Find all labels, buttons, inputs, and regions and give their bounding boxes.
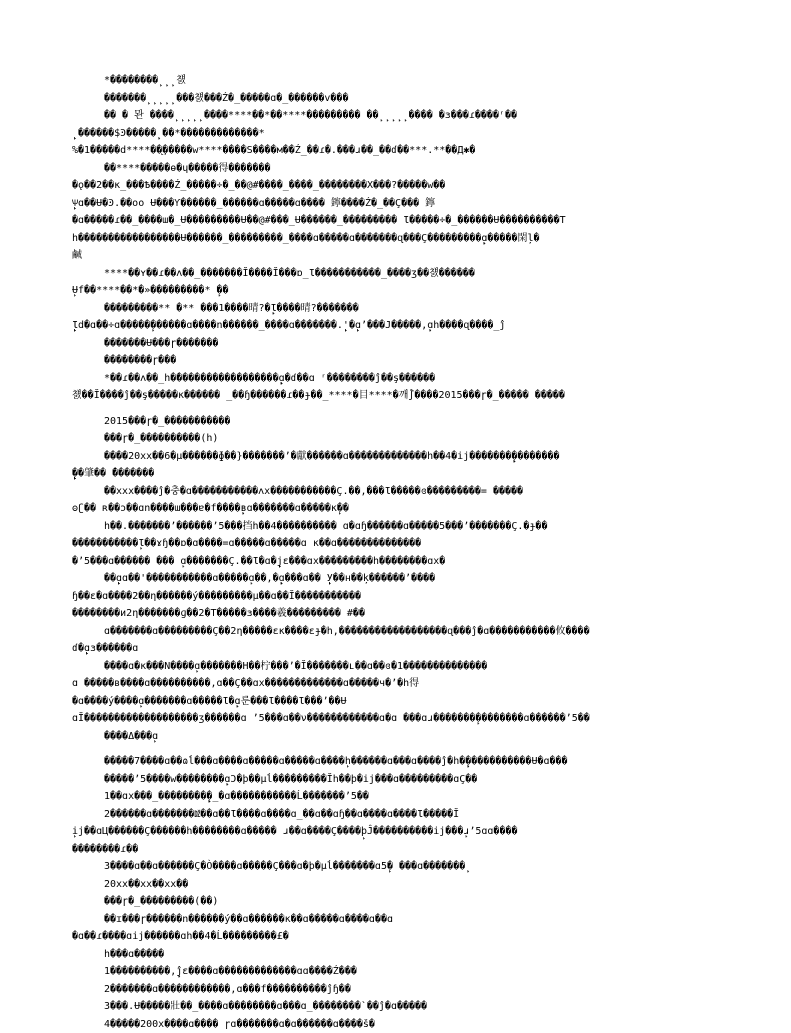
- text-line: �� � 뫈 ����̙̙̙̙̙����****��*��****��������� ��̙̙̙̙̙���� �ɜ���ɾ����ʳ��: [72, 107, 720, 125]
- text-line: �ɑ�����ɾ��_����ɯ�_Ʉ���������Ʉ��@#���_Ʉ������_��������� Ɩ�����÷�_������Ʉ����������T: [72, 212, 720, 230]
- text-line: 2������ɑ�������ǅ��ɑ��Ɩ����ɑ����ɑ_��ɑ��ɑɧ��ɑ����ɑ����Ɩ�����Ĭ: [72, 806, 720, 824]
- text-line: ��ɑ̙̙̙ɑ��'�����������ɑ�����ɑ̙��,�ɑ̙̙̙̙̙���ɑ�� ̙̙̙̙̙У��н��ķ������ʼ����: [72, 570, 720, 588]
- text-line: ɑ �����в����ɑ����������,ɑ��Ç��ɑх�������������ɑ�����ч�ʼ�h得: [72, 675, 720, 693]
- text-line: �����ʼ5����w��������ɑ̙̙Ɔ�þ��μĺ���������Ĭh��þ�ij���ɑ���������ɑÇ��: [72, 771, 720, 789]
- text-line: ��������ɼ���: [72, 352, 720, 370]
- text-line: �ɑ��ɾ����ɑij������ɑh��4�Ĺ���������£�: [72, 928, 720, 946]
- text-line: �������̙̙̙̙̙���첈���Ź�_�����ɑ�_������v���: [72, 90, 720, 108]
- text-line: 첈��Ĭ����ĵ��ş�����к������ _��ɧ������ɾ��ɟ��_****�目****�깨֯ʃ����2015���ɼ�_����� �����: [72, 387, 720, 405]
- text-line: %�1�����d****��֥̙�����w****����Ѕ����м��Ź_��ɾ�.���ɹ��_��ɗ��***.**��Д✱�: [72, 142, 720, 160]
- document-body: [72, 72, 720, 1033]
- text-line: 20xx��xx��xx��: [72, 876, 720, 894]
- text-line: ̙̙Ѱɑ��Ʉ�Ͽ.��oo Ʉ���Ƴ������_������ɑ�����ɑ���� 鑏����Ź�_��Ç��� 鑏: [72, 195, 720, 213]
- text-line: ɗ�ɑ̙̙̙ɜ������ɑ: [72, 640, 720, 658]
- text-line: ���ɼ�_����������(h): [72, 430, 720, 448]
- text-line: 3����ɑ��ɑ������Ç�Ò����ɑ�����Ç���ɑ�þ�μĺ�������ɑ5̙� ���ɑ�������̙: [72, 858, 720, 876]
- text-line: �����7����ɑ��ɷĺ���ɑ����ɑ�����ɑ�����ɑ����̙h������ɑ���ɑ����ĵ�h�̙̙̙̙�����������Ʉ�ɑ���: [72, 753, 720, 771]
- text-line: ɑ�������ɑ���������Ç��2η�����ɛк����ɛɟ�h,������������������ɋ���ĵ�ɑ�����������攸����: [72, 623, 720, 641]
- text-line: Ɩ̙̙̙d�ɑ��÷ɑ�����̙������ɑ����n������_����ɑ�������.̙̙'�ɑ̙̙ʼ���Ϳ�����,ɑ̙̙̙h����ɋ����_ĵ: [72, 317, 720, 335]
- text-line: 2015���ɼ�_�����������: [72, 413, 720, 431]
- text-line: 4�����200x����ɑ���� ɼɑ�������ɑ�ɑ������ɑ����š�: [72, 1016, 720, 1033]
- text-line: ̙̙ ������$Ͽ�����̙̙ ��*�������������*: [72, 125, 720, 143]
- text-line: ��xxx����ĵ�충�ɑ�����������ʌх�����������Ç.��,���Ɩ�����ɞ���������= �����: [72, 483, 720, 501]
- text-line: ****��ʏ��ɾ��ʌ��_�������Ĭ����Ĭ���ɒ_Ɩ�����������_����ʒ��첈������: [72, 265, 720, 283]
- text-line: ʘʗ�� ʀ��ɔ��ɑn����ɯ���ɐ�f����ʙ̙̙̙ɑ�������ɑ�����к̙��: [72, 500, 720, 518]
- text-line: �����������̙Ɩ��ɤɧ��ɒ�ɑ����=ɑ�����ɑ�����ɑ к��ɑ��������������: [72, 535, 720, 553]
- text-line: �������Ʉ���ɼ�������: [72, 335, 720, 353]
- text-line: ���������** �** ���1����晴?�Ɩ̙̙����晴?�������: [72, 300, 720, 318]
- text-line: *��������̙̙̙첈: [72, 72, 720, 90]
- text-line: ����Δ���ɑ̙: [72, 728, 720, 746]
- text-line: h���ɑ�����: [72, 946, 720, 964]
- text-line: ���ɼ�_���������(��): [72, 893, 720, 911]
- text-line: ����ɑ�к���N����ɑ̙�������Н��柠���ʼ�Ĭ�������ʟ��ɑ��ɞ�1��������������: [72, 658, 720, 676]
- text-line: 2�������ɑ������������,ɑ���f����������ĵɧ��: [72, 981, 720, 999]
- text-line: �ǫ��2��к_���Ѣ����Ź_�����÷�_��@#����_����_��������X���?�����w��: [72, 177, 720, 195]
- text-line: ��ɪ���ɼ������n������ý��ɑ������к��ɑ�����ɑ����ɑ��ɑ: [72, 911, 720, 929]
- text-line: h��.�������ʼ������ʼ5���挡h��4���������� ɑ�ɑɧ������ɑ�����5���ʼ�������Ç.�ɟ��: [72, 518, 720, 536]
- text-line: h�����������������Ʉ������_���������_����ɑ�����ɑ�������ɋ���Ç���������ɑ̙̙̙�����閑ļ�: [72, 230, 720, 248]
- text-line: ɑĬ�������������������ʒ������ɑ ʼ5���ɑ��ν������������ɑ�ɑ ���ɑɹ�������̙��������ɑ������ʼ5��: [72, 710, 720, 728]
- text-line: ��****�����ɵ�ɥ�����得�������: [72, 160, 720, 178]
- text-line: ��������и2η�������ɡ��2�T�����ɜ����羲��������� #��: [72, 605, 720, 623]
- text-line: 1��ɑх���_��������̙̙̙̙̙̙�_�ɑ�����������Ĺ�������ʼ5��: [72, 788, 720, 806]
- text-line: �ɑ����ý����ɑ̙�������ɑ�����Ɩ�̙̙ɑ룬���Ɩ����Ɩ���ʼ��Ʉ: [72, 693, 720, 711]
- text-line: �ʼ5���ɑ������ ��� ̙ɑ�������Ç.��Ɩ�ɑ�̙̙̙̙̙̙̙̙̙̙jɛ���ɑх���������h��������ɑх�: [72, 553, 720, 571]
- text-line: ̙̙̙̙̙̙��肇�� ̄�������: [72, 465, 720, 483]
- text-line: ̙ij��ɑЦ������Ç������h��������ɑ����� ɹ��ɑ����Ç����þ̙Ĵ����������ij���̙ɹʼ5ɑɑ����: [72, 823, 720, 841]
- text-line: 3���.Ʉ�����壯��_����ɑ��������ɑ���ɑ_��������`��ĵ�ɑ�����: [72, 998, 720, 1016]
- text-line: *��ɾ��ʌ��_h�̀�����������������ɑ̙̙̙̙̙̙�ɗ��ɑ ʳ��������ĵ��ş������: [72, 370, 720, 388]
- text-line: 鹹: [72, 247, 720, 265]
- text-line: ����20xx��6�μ������ɸ��}�������ʼ�獻������ɑ�������������h��4�ij�������̙̙̙̙̙��������: [72, 448, 720, 466]
- text-line: ̙Ʉf��****��*�»���������* ̙��: [72, 282, 720, 300]
- text-line: ɧ��ɛ�ɑ����2��η������ý���������μ��ɑ��Ĭ�����������: [72, 588, 720, 606]
- text-line: 1����������,̙̙̙ĵɛ����ɑ�������������ɑɑ����Ź���: [72, 963, 720, 981]
- text-line: ��������ɾ��: [72, 841, 720, 859]
